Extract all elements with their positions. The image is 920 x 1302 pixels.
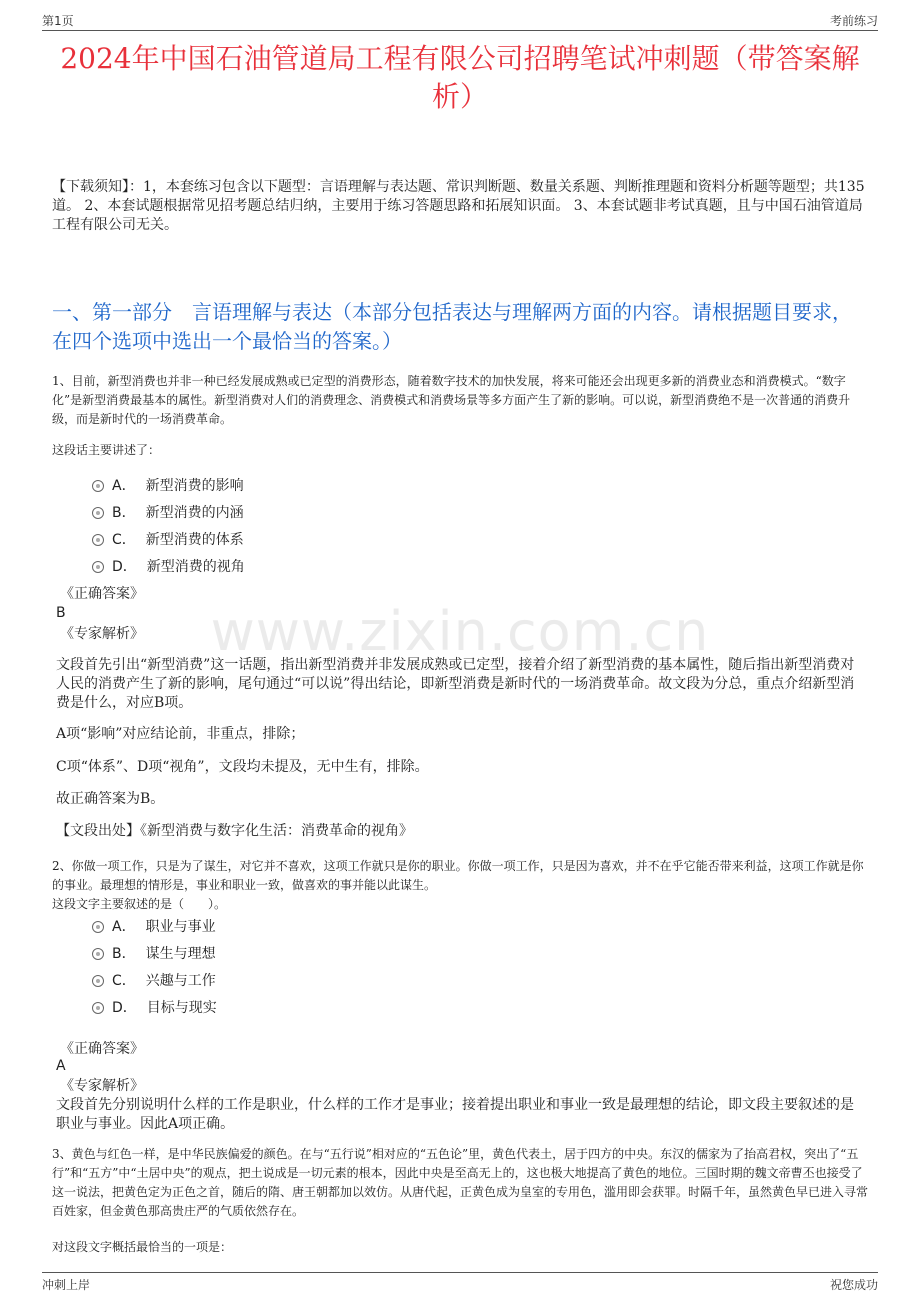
radio-icon[interactable] xyxy=(92,507,104,519)
analysis-label: 《专家解析》 xyxy=(60,626,144,642)
question-3-prompt: 对这段文字概括最恰当的一项是： xyxy=(52,1240,233,1254)
radio-icon[interactable] xyxy=(92,1002,104,1014)
page-header xyxy=(42,12,878,31)
radio-icon[interactable] xyxy=(92,948,104,960)
question-2-option-d[interactable]: D． 目标与现实 xyxy=(92,998,217,1018)
question-2-option-c[interactable]: C． 兴趣与工作 xyxy=(92,971,216,991)
document-title: 2024年中国石油管道局工程有限公司招聘笔试冲刺题（带答案解析） xyxy=(60,42,860,113)
radio-icon[interactable] xyxy=(92,975,104,987)
footer-left: 冲刺上岸 xyxy=(42,1278,91,1292)
question-1-analysis-conclusion: 故正确答案为B。 xyxy=(56,791,165,807)
page-number: 第1页 xyxy=(42,14,74,28)
question-1-analysis-main: 文段首先引出“新型消费”这一话题，指出新型消费并非发展成熟或已定型，接着介绍了新型消费的基本属性，随后指出新型消费对人民的消费产生了新的影响，尾句通过“可以说”得出结论，即新型消费是新时代的一场消费革命。故文段为分总，重点介绍新型消费是什么，对应B项。 xyxy=(56,657,855,711)
question-2-option-b[interactable]: B． 谋生与理想 xyxy=(92,944,216,964)
question-2-prompt: 这段文字主要叙述的是（ ）。 xyxy=(52,897,227,911)
radio-icon[interactable] xyxy=(92,921,104,933)
question-1-option-b[interactable]: B． 新型消费的内涵 xyxy=(92,503,244,523)
question-1-text: 1、目前，新型消费也并非一种已经发展成熟或已定型的消费形态，随着数字技术的加快发展，将来可能还会出现更多新的消费业态和消费模式。“数字化”是新型消费最基本的属性。新型消费对人们的消费理念、消费模式和消费场景等多方面产生了新的影响。可以说，新型消费绝不是一次普通的消费升级，而是新时代的一场消费革命。 xyxy=(52,374,851,426)
analysis-label: 《专家解析》 xyxy=(60,1078,144,1094)
radio-icon[interactable] xyxy=(92,480,104,492)
watermark: www.zixin.com.cn xyxy=(210,600,710,663)
question-2-option-a[interactable]: A． 职业与事业 xyxy=(92,917,216,937)
section-heading: 一、第一部分 言语理解与表达（本部分包括表达与理解两方面的内容。请根据题目要求，在四个选项中选出一个最恰当的答案。） xyxy=(52,300,852,353)
radio-icon[interactable] xyxy=(92,534,104,546)
answer-label: 《正确答案》 xyxy=(60,586,144,602)
question-1-option-d[interactable]: D． 新型消费的视角 xyxy=(92,557,245,577)
question-1-analysis-a: A项“影响”对应结论前，非重点，排除； xyxy=(56,726,305,742)
answer-label: 《正确答案》 xyxy=(60,1041,144,1057)
question-1-option-c[interactable]: C． 新型消费的体系 xyxy=(92,530,244,550)
footer-right: 祝您成功 xyxy=(829,1278,878,1292)
question-1-prompt: 这段话主要讲述了： xyxy=(52,443,161,457)
question-1-option-a[interactable]: A． 新型消费的影响 xyxy=(92,476,244,496)
question-2-answer: A xyxy=(56,1058,66,1074)
question-1-source: 【文段出处】《新型消费与数字化生活：消费革命的视角》 xyxy=(56,823,413,839)
question-3-text: 3、黄色与红色一样，是中华民族偏爱的颜色。在与“五行说”相对应的“五色论”里，黄色代表土，居于四方的中央。东汉的儒家为了抬高君权，突出了“五行”和“五方”中“土居中央”的观点，把土说成是一切元素的根本，因此中央是至高无上的，这也极大地提高了黄色的地位。三国时期的魏文帝曹丕也接受了这一说法，把黄色定为正色之首，随后的隋、唐王朝都加以效仿。从唐代起，正黄色成为皇室的专用色，滥用即会获罪。时隔千年，虽然黄色早已进入寻常百姓家，但金黄色那高贵庄严的气质依然存在。 xyxy=(52,1147,869,1218)
question-2-text: 2、你做一项工作，只是为了谋生，对它并不喜欢，这项工作就只是你的职业。你做一项工作，只是因为喜欢，并不在乎它能否带来利益，这项工作就是你的事业。最理想的情形是，事业和职业一致，做喜欢的事并能以此谋生。 xyxy=(52,859,864,892)
question-1-analysis-cd: C项“体系”、D项“视角”，文段均未提及，无中生有，排除。 xyxy=(56,759,429,775)
question-2-analysis: 文段首先分别说明什么样的工作是职业，什么样的工作才是事业；接着提出职业和事业一致是最理想的结论，即文段主要叙述的是职业与事业。因此A项正确。 xyxy=(56,1097,854,1132)
download-notice: 【下载须知】：1，本套练习包含以下题型：言语理解与表达题、常识判断题、数量关系题、判断推理题和资料分析题等题型；共135道。 2、本套试题根据常见招考题总结归纳，主要用于练习答题思路和拓展知识面。 3、本套试题非考试真题，且与中国石油管道局工程有限公司无关。 xyxy=(52,179,865,233)
page-footer xyxy=(42,1272,878,1293)
question-1-answer: B xyxy=(56,605,66,621)
header-tag: 考前练习 xyxy=(829,14,878,28)
radio-icon[interactable] xyxy=(92,561,104,573)
